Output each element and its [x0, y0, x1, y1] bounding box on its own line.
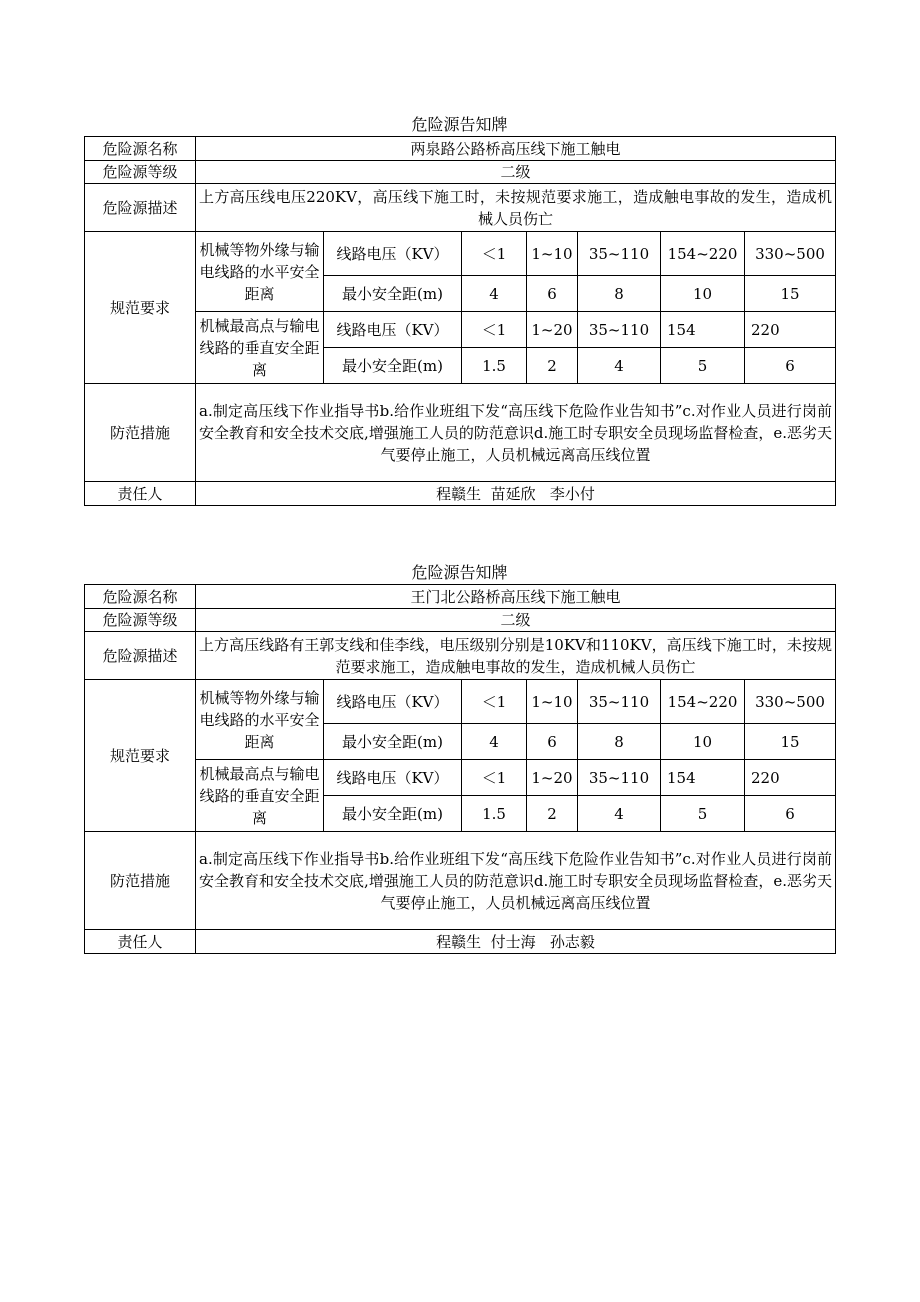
voltage-cell: 220 [745, 312, 836, 348]
voltage-cell: 154~220 [661, 232, 745, 276]
horizontal-label: 机械等物外缘与输电线路的水平安全距离 [196, 232, 324, 312]
distance-cell: 1.5 [462, 348, 527, 384]
distance-cell: 4 [578, 348, 661, 384]
measures-label: 防范措施 [85, 832, 196, 930]
hazard-table [84, 584, 836, 954]
responsible-value: 程赣生 付士海 孙志毅 [196, 930, 836, 954]
board-title: 危险源告知牌 [411, 115, 508, 134]
name-value: 两泉路公路桥高压线下施工触电 [196, 137, 836, 161]
voltage-cell: 154~220 [661, 680, 745, 724]
voltage-cell: ＜1 [462, 312, 527, 348]
level-label: 危险源等级 [85, 161, 196, 184]
voltage-cell: 1~20 [527, 760, 578, 796]
distance-cell: 8 [578, 724, 661, 760]
distance-cell: 4 [462, 724, 527, 760]
desc-value: 上方高压线路有王郭支线和佳李线，电压级别分别是10KV和110KV，高压线下施工时，未按规范要求施工，造成触电事故的发生，造成机械人员伤亡 [196, 632, 836, 680]
voltage-cell: 35~110 [578, 232, 661, 276]
voltage-cell: 1~10 [527, 680, 578, 724]
name-label: 危险源名称 [85, 585, 196, 609]
distance-cell: 15 [745, 276, 836, 312]
voltage-cell: ＜1 [462, 232, 527, 276]
level-label: 危险源等级 [85, 609, 196, 632]
level-value: 二级 [196, 609, 836, 632]
desc-label: 危险源描述 [85, 184, 196, 232]
distance-cell: 8 [578, 276, 661, 312]
horizontal-label: 机械等物外缘与输电线路的水平安全距离 [196, 680, 324, 760]
distance-cell: 10 [661, 276, 745, 312]
distance-cell: 15 [745, 724, 836, 760]
measures-value: a.制定高压线下作业指导书b.给作业班组下发“高压线下危险作业告知书”c.对作业人员进行岗前安全教育和安全技术交底,增强施工人员的防范意识d.施工时专职安全员现场监督检查，e.恶劣天气要停止施工，人员机械远离高压线位置 [196, 832, 836, 930]
distance-cell: 6 [527, 276, 578, 312]
responsible-label: 责任人 [85, 482, 196, 506]
distance-cell: 1.5 [462, 796, 527, 832]
measures-label: 防范措施 [85, 384, 196, 482]
voltage-label: 线路电压（KV） [324, 312, 462, 348]
desc-label: 危险源描述 [85, 632, 196, 680]
voltage-cell: 1~10 [527, 232, 578, 276]
distance-cell: 6 [745, 348, 836, 384]
voltage-label: 线路电压（KV） [324, 232, 462, 276]
distance-cell: 4 [462, 276, 527, 312]
voltage-cell: 35~110 [578, 680, 661, 724]
voltage-cell: 35~110 [578, 312, 661, 348]
level-value: 二级 [196, 161, 836, 184]
distance-label: 最小安全距(m) [324, 276, 462, 312]
spec-label: 规范要求 [85, 232, 196, 384]
voltage-label: 线路电压（KV） [324, 680, 462, 724]
voltage-cell: 220 [745, 760, 836, 796]
distance-cell: 2 [527, 348, 578, 384]
hazard-board-1 [84, 114, 835, 506]
distance-cell: 2 [527, 796, 578, 832]
distance-label: 最小安全距(m) [324, 724, 462, 760]
vertical-label: 机械最高点与输电线路的垂直安全距离 [196, 312, 324, 384]
distance-cell: 6 [745, 796, 836, 832]
distance-cell: 10 [661, 724, 745, 760]
responsible-value: 程赣生 苗延欣 李小付 [196, 482, 836, 506]
distance-cell: 5 [661, 348, 745, 384]
voltage-cell: 330~500 [745, 232, 836, 276]
voltage-cell: 154 [661, 312, 745, 348]
distance-cell: 5 [661, 796, 745, 832]
responsible-label: 责任人 [85, 930, 196, 954]
distance-cell: 6 [527, 724, 578, 760]
hazard-board-2 [84, 562, 835, 954]
voltage-label: 线路电压（KV） [324, 760, 462, 796]
measures-value: a.制定高压线下作业指导书b.给作业班组下发“高压线下危险作业告知书”c.对作业人员进行岗前安全教育和安全技术交底,增强施工人员的防范意识d.施工时专职安全员现场监督检查，e.恶劣天气要停止施工，人员机械远离高压线位置 [196, 384, 836, 482]
voltage-cell: 35~110 [578, 760, 661, 796]
voltage-cell: 330~500 [745, 680, 836, 724]
voltage-cell: ＜1 [462, 760, 527, 796]
distance-cell: 4 [578, 796, 661, 832]
distance-label: 最小安全距(m) [324, 796, 462, 832]
hazard-table [84, 136, 836, 506]
spec-label: 规范要求 [85, 680, 196, 832]
voltage-cell: 154 [661, 760, 745, 796]
distance-label: 最小安全距(m) [324, 348, 462, 384]
voltage-cell: ＜1 [462, 680, 527, 724]
desc-value: 上方高压线电压220KV，高压线下施工时，未按规范要求施工，造成触电事故的发生，造成机械人员伤亡 [196, 184, 836, 232]
voltage-cell: 1~20 [527, 312, 578, 348]
board-title: 危险源告知牌 [411, 563, 508, 582]
name-value: 王门北公路桥高压线下施工触电 [196, 585, 836, 609]
vertical-label: 机械最高点与输电线路的垂直安全距离 [196, 760, 324, 832]
name-label: 危险源名称 [85, 137, 196, 161]
